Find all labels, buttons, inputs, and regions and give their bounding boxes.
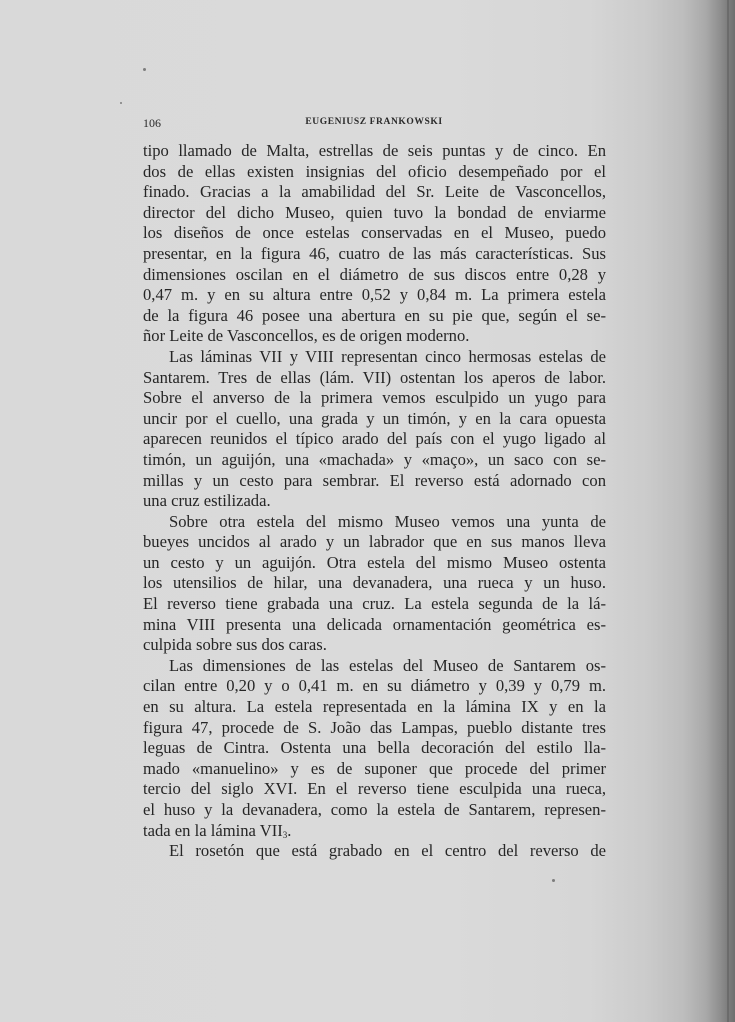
text-line-content: tada en la lámina VII (143, 820, 283, 840)
text-line: cilan entre 0,20 y o 0,41 m. en su diámetro y 0,39 y 0,79 m. (143, 676, 606, 696)
running-head (143, 116, 605, 132)
text-line: director del dicho Museo, quien tuvo la bondad de enviarme (143, 202, 606, 222)
paragraph-start-line: Sobre otra estela del mismo Museo vemos una yunta de (169, 511, 606, 531)
text-line: mina VIII presenta una delicada ornamentación geométrica es- (143, 614, 606, 634)
text-line: leguas de Cintra. Ostenta una bella decoración del estilo lla- (143, 738, 606, 758)
page-number: 106 (143, 116, 161, 130)
text-line: presentar, en la figura 46, cuatro de las más características. Sus (143, 243, 606, 263)
text-line: los utensilios de hilar, una devanadera, una rueca y un huso. (143, 573, 606, 593)
line-end-punctuation: . (287, 820, 292, 840)
scan-speck (143, 68, 146, 71)
page-gutter-edge (727, 0, 729, 1022)
text-line: figura 47, procede de S. João das Lampas, pueblo distante tres (143, 717, 606, 737)
text-line: aparecen reunidos el típico arado del país con el yugo ligado al (143, 429, 606, 449)
text-line: dimensiones oscilan en el diámetro de sus discos entre 0,28 y (143, 264, 606, 284)
text-line: en su altura. La estela representada en la lámina IX y en la (143, 697, 606, 717)
body-text (143, 141, 606, 862)
paragraph-start-line: Las láminas VII y VIII representan cinco hermosas estelas de (169, 346, 606, 366)
paragraph-start-line: Las dimensiones de las estelas del Museo de Santarem os- (169, 655, 606, 675)
footnote-subscript: 3 (282, 829, 288, 840)
text-line: Sobre el anverso de la primera vemos esculpido un yugo para (143, 388, 606, 408)
text-line: millas y un cesto para sembrar. El reverso está adornado con (143, 470, 606, 490)
text-line: Santarem. Tres de ellas (lám. VII) ostentan los aperos de labor. (143, 367, 606, 387)
text-line: el huso y la devanadera, como la estela de Santarem, represen- (143, 800, 606, 819)
text-line: timón, un aguijón, una «machada» y «maço», un saco con se- (143, 449, 606, 469)
text-line: finado. Gracias a la amabilidad del Sr. Leite de Vasconcellos, (143, 182, 606, 202)
text-line: una cruz estilizada. (143, 491, 271, 511)
text-line: mado «manuelino» y es de suponer que procede del primer (143, 758, 606, 778)
text-line: El reverso tiene grabada una cruz. La estela segunda de la lá- (143, 594, 606, 614)
text-line: uncir por el cuello, una grada y un timón, y en la cara opuesta (143, 408, 606, 428)
text-line: tipo llamado de Malta, estrellas de seis puntas y de cinco. En (143, 141, 606, 160)
text-line: 0,47 m. y en su altura entre 0,52 y 0,84 m. La primera estela (143, 285, 606, 305)
text-line: culpida sobre sus dos caras. (143, 635, 327, 655)
text-line: dos de ellas existen insignias del oficio desempeñado por el (143, 161, 606, 181)
scan-speck (552, 879, 555, 882)
running-title: EUGENIUSZ FRANKOWSKI (305, 117, 443, 127)
text-line: bueyes uncidos al arado y un labrador que en sus manos lleva (143, 532, 606, 552)
text-line: ñor Leite de Vasconcellos, es de origen moderno. (143, 326, 470, 346)
text-line: tercio del siglo XVI. En el reverso tiene esculpida una rueca, (143, 779, 606, 799)
paragraph-start-line: El rosetón que está grabado en el centro del reverso de (169, 841, 606, 861)
text-line: un cesto y un aguijón. Otra estela del mismo Museo ostenta (143, 552, 606, 572)
text-line: los diseños de once estelas conservadas en el Museo, puedo (143, 223, 606, 243)
text-line (143, 821, 606, 842)
text-line: de la figura 46 posee una abertura en su pie que, según el se- (143, 305, 606, 325)
scan-speck (120, 102, 122, 104)
